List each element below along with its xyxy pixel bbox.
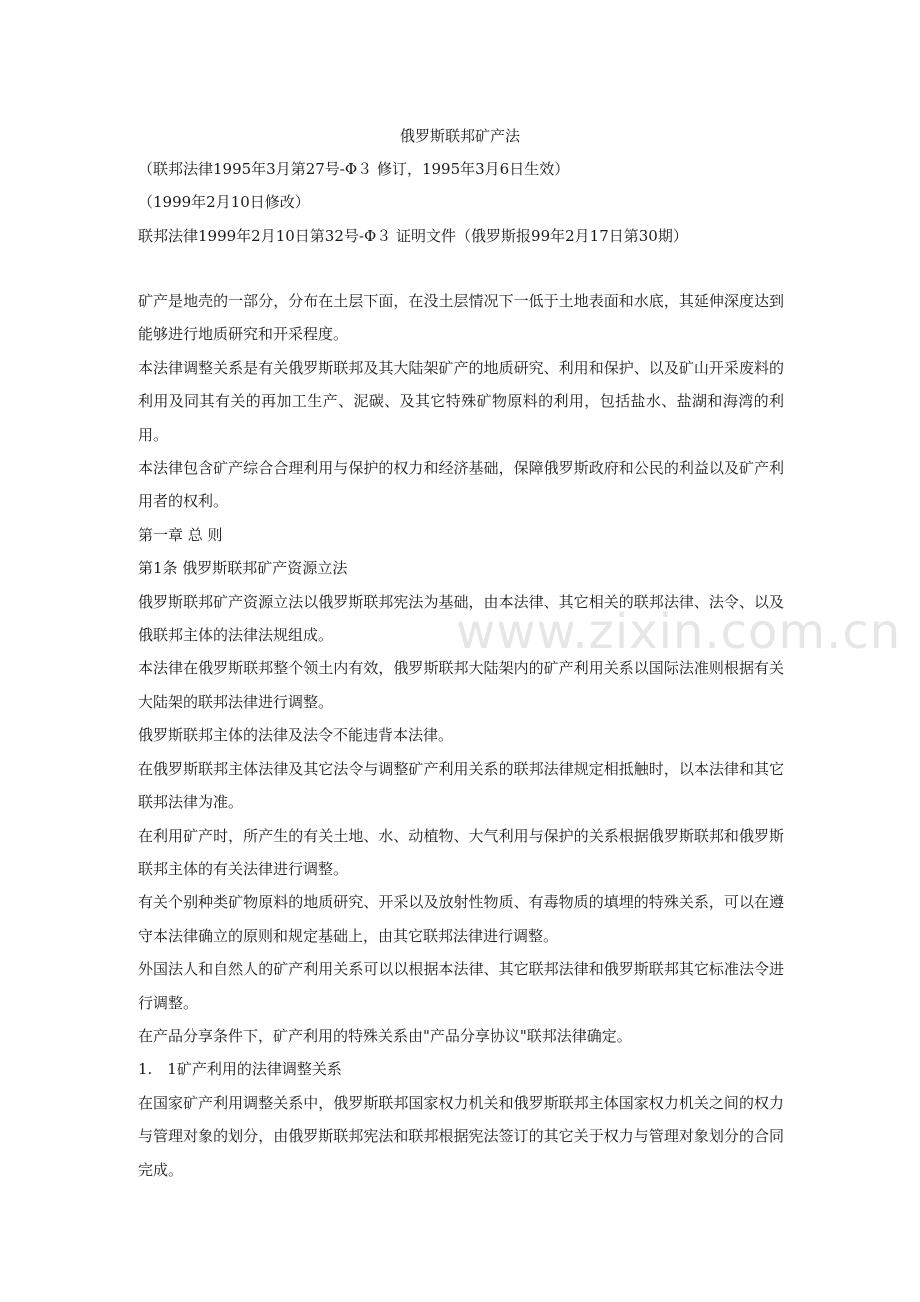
- section-heading: 1. 1矿产利用的法律调整关系: [138, 1060, 342, 1079]
- paragraph: 本法律在俄罗斯联邦整个领土内有效，俄罗斯联邦大陆架内的矿产利用关系以国际法准则根据有关大陆架的联邦法律进行调整。: [138, 659, 784, 711]
- paragraph: 有关个别种类矿物原料的地质研究、开采以及放射性物质、有毒物质的填埋的特殊关系，可以在遵守本法律确立的原则和规定基础上，由其它联邦法律进行调整。: [138, 893, 784, 945]
- paragraph: 在俄罗斯联邦主体法律及其它法令与调整矿产利用关系的联邦法律规定相抵触时，以本法律和其它联邦法律为准。: [138, 759, 784, 812]
- certificate-note: 联邦法律1999年2月10日第32号-Φ３ 证明文件（俄罗斯报99年2月17日第30期）: [138, 227, 688, 245]
- amendment-note: （联邦法律1995年3月第27号-Φ３ 修订，1995年3月6日生效）: [138, 160, 570, 178]
- paragraph: 俄罗斯联邦主体的法律及法令不能违背本法律。: [138, 726, 454, 745]
- paragraph: 矿产是地壳的一部分，分布在土层下面，在没土层情况下一低于土地表面和水底，其延伸深度达到能够进行地质研究和开采程度。: [138, 292, 784, 344]
- revision-note: （1999年2月10日修改）: [138, 193, 310, 211]
- paragraph: 本法律调整关系是有关俄罗斯联邦及其大陆架矿产的地质研究、利用和保护、以及矿山开采废料的利用及同其有关的再加工生产、泥碳、及其它特殊矿物原料的利用，包括盐水、盐湖和海湾的利用。: [138, 358, 784, 444]
- document-body: [138, 285, 784, 1187]
- paragraph: 在产品分享条件下，矿产利用的特殊关系由"产品分享协议"联邦法律确定。: [138, 1026, 632, 1045]
- paragraph: 本法律包含矿产综合合理利用与保护的权力和经济基础，保障俄罗斯政府和公民的利益以及矿产利用者的权利。: [138, 459, 784, 511]
- article-heading: 第1条 俄罗斯联邦矿产资源立法: [138, 559, 348, 578]
- paragraph: 外国法人和自然人的矿产利用关系可以以根据本法律、其它联邦法律和俄罗斯联邦其它标准法令进行调整。: [138, 960, 784, 1012]
- paragraph: 在国家矿产利用调整关系中，俄罗斯联邦国家权力机关和俄罗斯联邦主体国家权力机关之间的权力与管理对象的划分，由俄罗斯联邦宪法和联邦根据宪法签订的其它关于权力与管理对象划分的合同完成。: [138, 1093, 784, 1179]
- paragraph: 俄罗斯联邦矿产资源立法以俄罗斯联邦宪法为基础，由本法律、其它相关的联邦法律、法令、以及俄联邦主体的法律法规组成。: [138, 592, 784, 645]
- watermark-text: www.zixin.com.cn: [456, 604, 902, 660]
- document-title: 俄罗斯联邦矿产法: [399, 127, 520, 145]
- paragraph: 在利用矿产时，所产生的有关土地、水、动植物、大气利用与保护的关系根据俄罗斯联邦和俄罗斯联邦主体的有关法律进行调整。: [138, 826, 784, 878]
- chapter-heading: 第一章 总 则: [138, 525, 223, 544]
